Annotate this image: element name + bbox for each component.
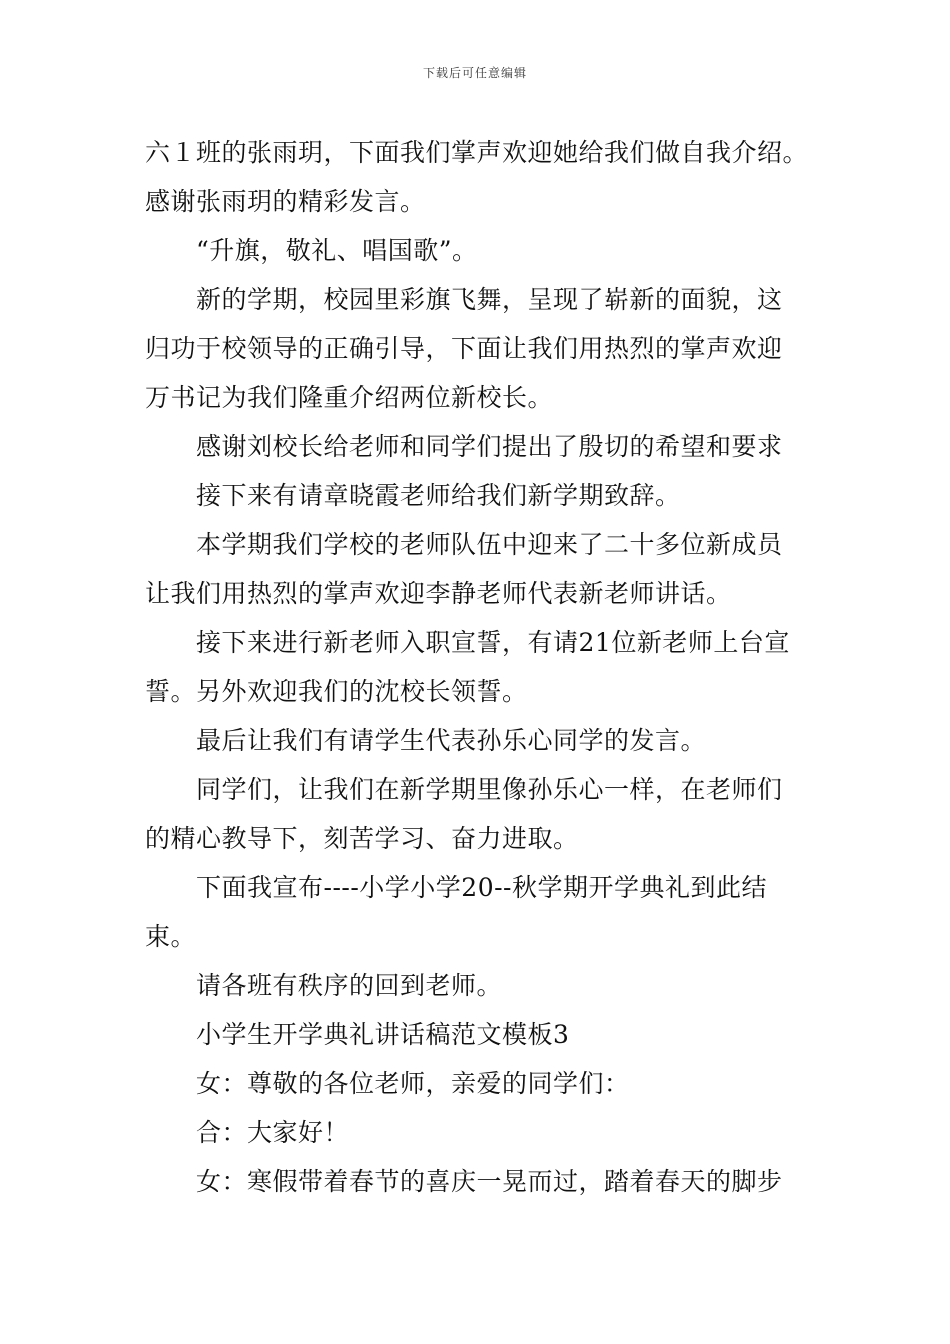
text-line: 最后让我们有请学生代表孙乐心同学的发言。 (196, 726, 707, 755)
text-line: 感谢刘校长给老师和同学们提出了殷切的希望和要求 (196, 432, 783, 461)
section-heading: 小学生开学典礼讲话稿范文模板3 (196, 1020, 570, 1049)
text-line: 万书记为我们隆重介绍两位新校长。 (145, 383, 554, 412)
text-line: 的精心教导下，刻苦学习、奋力进取。 (145, 824, 579, 853)
text-line: 同学们，让我们在新学期里像孙乐心一样，在老师们 (196, 775, 783, 804)
text-line: 誓。另外欢迎我们的沈校长领誓。 (145, 677, 528, 706)
document-body (145, 128, 810, 1206)
text-line: 接下来进行新老师入职宣誓，有请21位新老师上台宣 (196, 628, 790, 657)
text-line: 女：尊敬的各位老师，亲爱的同学们： (196, 1069, 630, 1098)
text-line: 感谢张雨玥的精彩发言。 (145, 187, 426, 216)
text-line: 合：大家好！ (196, 1118, 350, 1147)
text-line: 接下来有请章晓霞老师给我们新学期致辞。 (196, 481, 681, 510)
text-line: “升旗，敬礼、唱国歌”。 (196, 236, 478, 265)
text-line: 新的学期，校园里彩旗飞舞，呈现了崭新的面貌，这 (196, 285, 783, 314)
text-line: 束。 (145, 922, 197, 951)
text-line: 本学期我们学校的老师队伍中迎来了二十多位新成员 (196, 530, 783, 559)
text-line: 六１班的张雨玥，下面我们掌声欢迎她给我们做自我介绍。 (145, 138, 809, 167)
text-line: 让我们用热烈的掌声欢迎李静老师代表新老师讲话。 (145, 579, 732, 608)
text-line: 请各班有秩序的回到老师。 (196, 971, 503, 1000)
text-line: 归功于校领导的正确引导，下面让我们用热烈的掌声欢迎 (145, 334, 783, 363)
text-line: 下面我宣布----小学小学20--秋学期开学典礼到此结 (196, 873, 767, 902)
page-header-note: 下载后可任意编辑 (422, 66, 527, 80)
text-line: 女：寒假带着春节的喜庆一晃而过，踏着春天的脚步 (196, 1167, 783, 1196)
